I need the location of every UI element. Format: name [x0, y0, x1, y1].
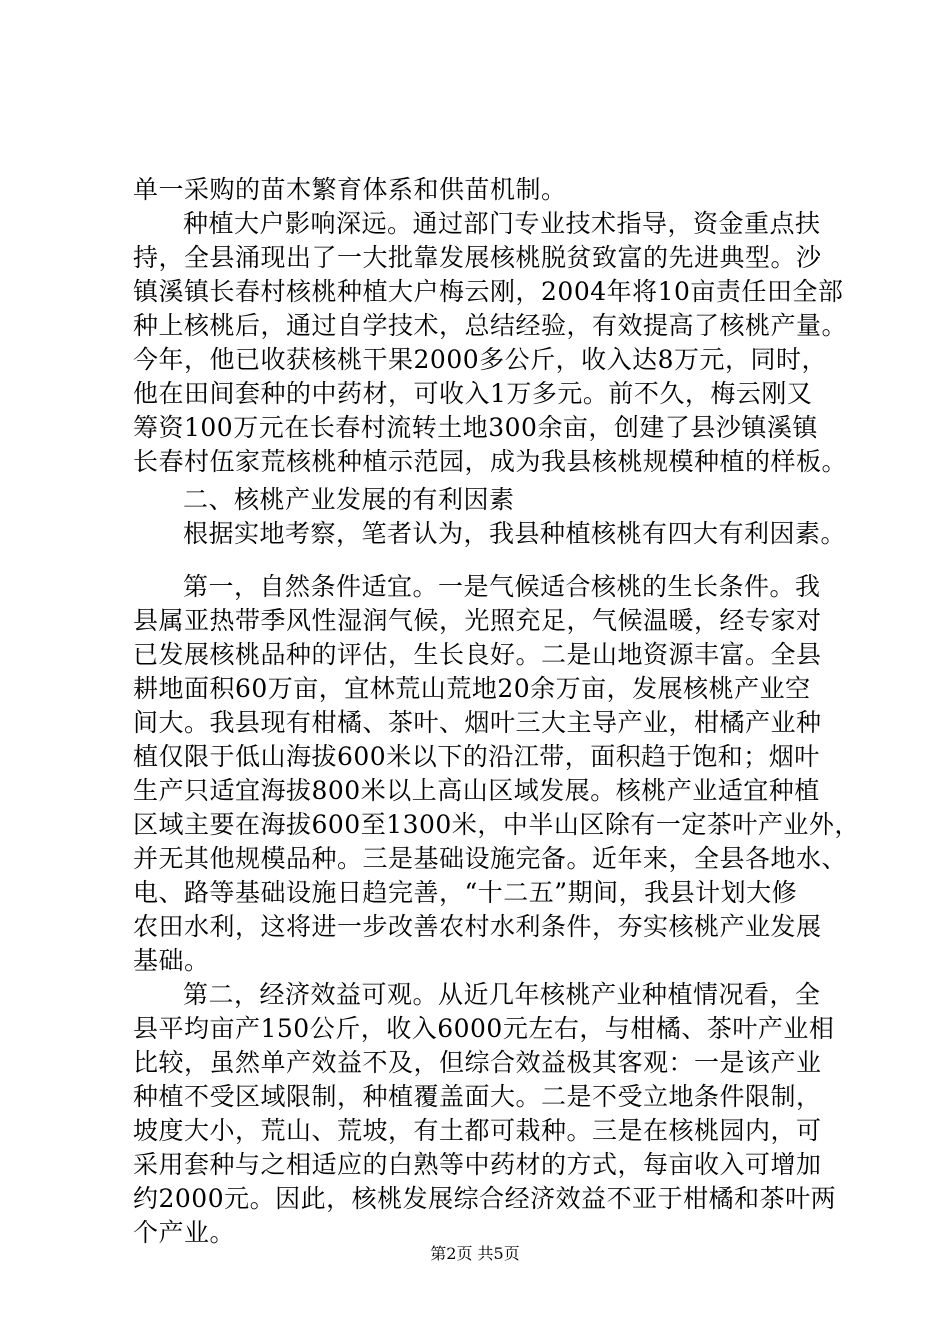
paragraph-2-line-8: 长春村伍家荒核桃种植示范园，成为我县核桃规模种植的样板。 [133, 447, 848, 476]
paragraph-3-line-1: 根据实地考察，笔者认为，我县种植核桃有四大有利因素。 [183, 519, 847, 548]
paragraph-4-line-10: 电、路等基础设施日趋完善，“十二五”期间，我县计划大修 [133, 878, 798, 907]
paragraph-2-line-4: 种上核桃后，通过自学技术，总结经验，有效提高了核桃产量。 [133, 311, 848, 340]
paragraph-2-line-2: 持，全县涌现出了一大批靠发展核桃脱贫致富的先进典型。沙 [133, 243, 822, 272]
paragraph-4-line-1: 第一，自然条件适宜。一是气候适合核桃的生长条件。我 [183, 572, 821, 601]
paragraph-2-line-5: 今年，他已收获核桃干果2000多公斤，收入达8万元，同时， [133, 345, 828, 374]
page-footer: 第2页 共5页 [430, 1244, 520, 1263]
paragraph-4-line-6: 植仅限于低山海拔600米以下的沿江带，面积趋于饱和；烟叶 [133, 742, 820, 771]
paragraph-5-line-5: 坡度大小，荒山、荒坡，有土都可栽种。三是在核桃园内，可 [133, 1116, 822, 1145]
paragraph-5-line-6: 采用套种与之相适应的白熟等中药材的方式，每亩收入可增加 [133, 1150, 822, 1179]
paragraph-4-line-11: 农田水利，这将进一步改善农村水利条件，夯实核桃产业发展 [133, 912, 822, 941]
paragraph-4-line-12: 基础。 [133, 946, 210, 975]
paragraph-5-line-7: 约2000元。因此，核桃发展综合经济效益不亚于柑橘和茶叶两 [133, 1184, 837, 1213]
section-heading: 二、核桃产业发展的有利因素 [183, 485, 515, 514]
paragraph-5-line-3: 比较，虽然单产效益不及，但综合效益极其客观：一是该产业 [133, 1048, 822, 1077]
paragraph-4-line-7: 生产只适宜海拔800米以上高山区域发展。核桃产业适宜种植 [133, 776, 820, 805]
paragraph-2-line-6: 他在田间套种的中药材，可收入1万多元。前不久，梅云刚又 [133, 379, 813, 408]
paragraph-2-line-1: 种植大户影响深远。通过部门专业技术指导，资金重点扶 [183, 209, 821, 238]
paragraph-4-line-4: 耕地面积60万亩，宜林荒山荒地20余万亩，发展核桃产业空 [133, 674, 811, 703]
paragraph-4-line-8: 区域主要在海拔600至1300米，中半山区除有一定茶叶产业外， [133, 810, 860, 839]
paragraph-5-line-2: 县平均亩产150公斤，收入6000元左右，与柑橘、茶叶产业相 [133, 1014, 835, 1043]
paragraph-5-line-4: 种植不受区域限制，种植覆盖面大。二是不受立地条件限制， [133, 1082, 822, 1111]
paragraph-1-line-1: 单一采购的苗木繁育体系和供苗机制。 [133, 175, 567, 204]
paragraph-4-line-2: 县属亚热带季风性湿润气候，光照充足，气候温暖，经专家对 [133, 606, 822, 635]
paragraph-2-line-7: 筹资100万元在长春村流转土地300余亩，创建了县沙镇溪镇 [133, 413, 818, 442]
paragraph-4-line-5: 间大。我县现有柑橘、茶叶、烟叶三大主导产业，柑橘产业种 [133, 708, 822, 737]
paragraph-4-line-9: 并无其他规模品种。三是基础设施完备。近年来，全县各地水、 [133, 844, 848, 873]
paragraph-4-line-3: 已发展核桃品种的评估，生长良好。二是山地资源丰富。全县 [133, 640, 822, 669]
paragraph-5-line-1: 第二，经济效益可观。从近几年核桃产业种植情况看，全 [183, 980, 821, 1009]
paragraph-5-line-8: 个产业。 [133, 1218, 236, 1247]
paragraph-2-line-3: 镇溪镇长春村核桃种植大户梅云刚，2004年将10亩责任田全部 [133, 277, 844, 306]
